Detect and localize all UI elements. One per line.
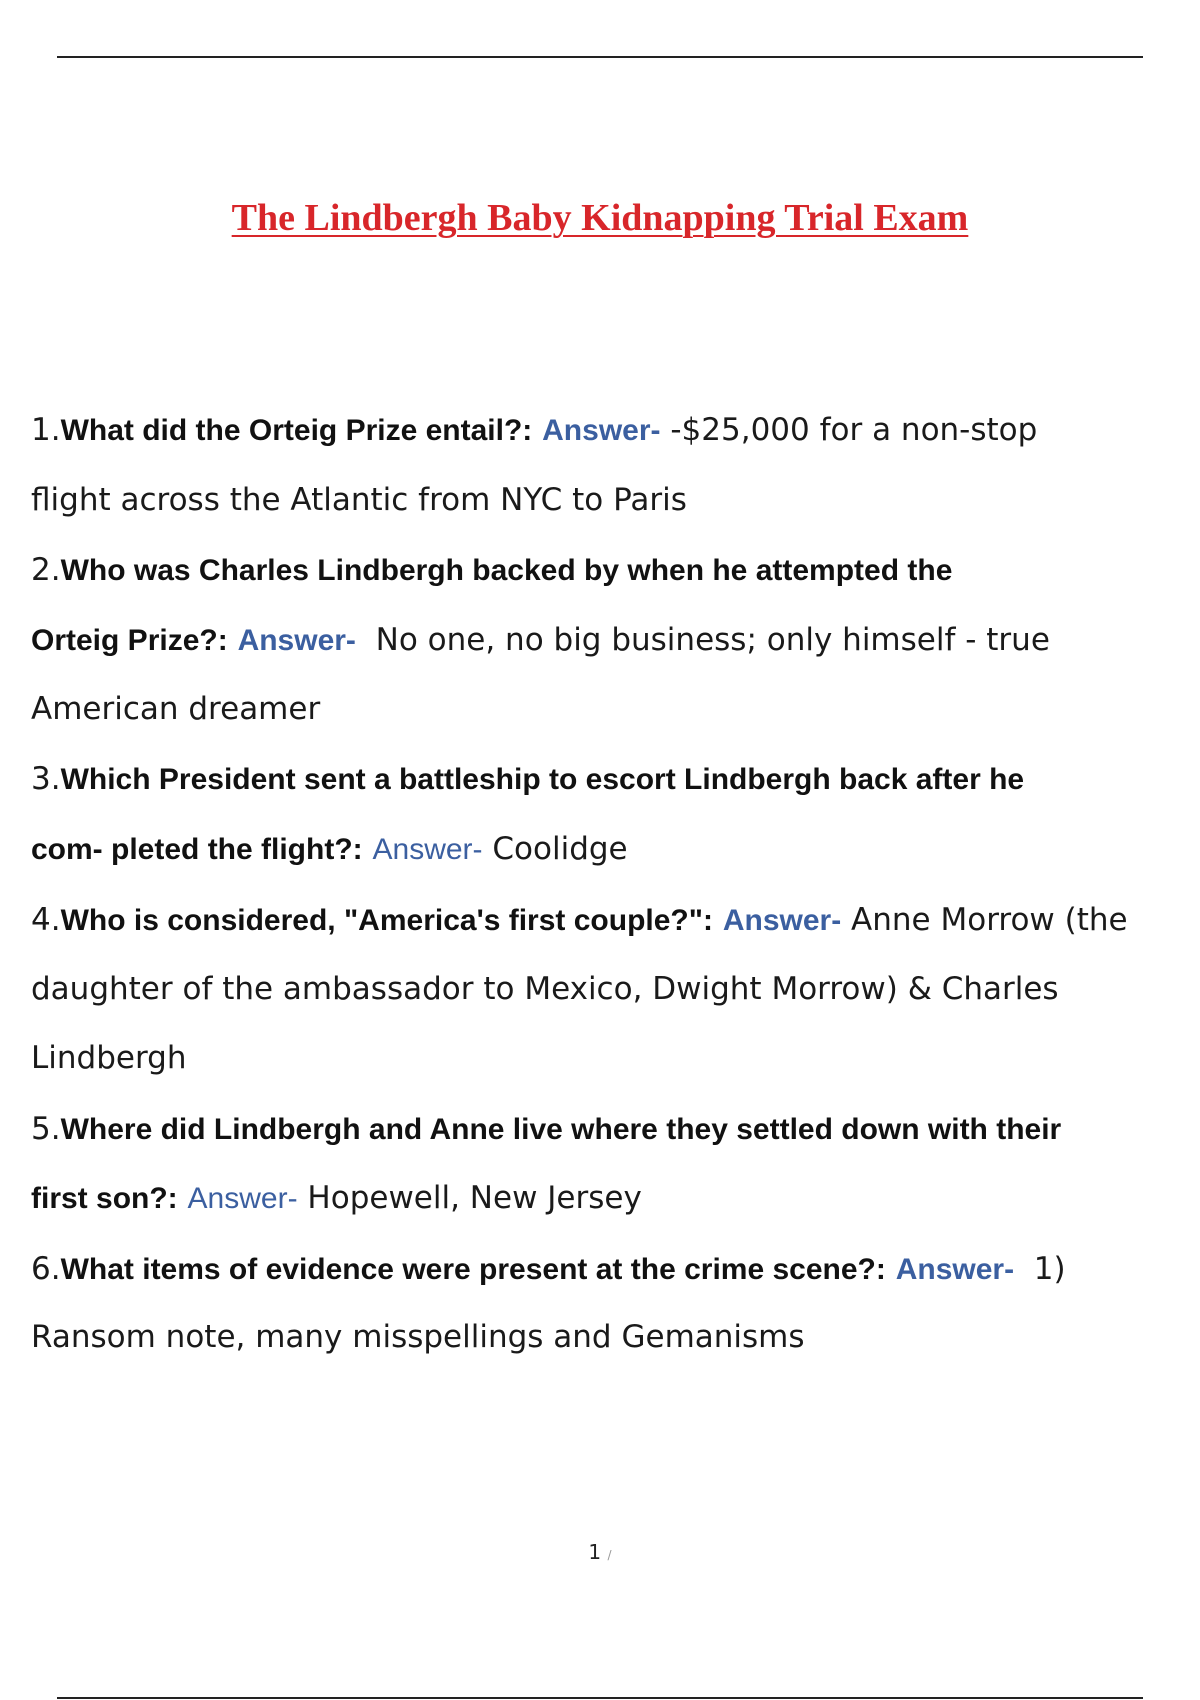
question-3-line-1 (31, 759, 1024, 799)
answer-text: Lindbergh (31, 1040, 187, 1076)
answer-label: Answer- (372, 833, 483, 866)
question-number: 4. (31, 902, 61, 938)
question-3-line-2 (31, 829, 628, 869)
answer-text: American dreamer (31, 691, 321, 727)
question-6-line-2 (31, 1317, 805, 1357)
question-number: 2. (31, 552, 61, 588)
answer-text: Hopewell, New Jersey (307, 1180, 642, 1216)
question-text: Orteig Prize?: (31, 624, 228, 657)
question-6-line-1 (31, 1249, 1066, 1289)
page-number-value: 1 (588, 1540, 602, 1564)
question-4-line-2 (31, 969, 1059, 1009)
question-text: What items of evidence were present at the crime scene?: (60, 1253, 886, 1286)
answer-text: flight across the Atlantic from NYC to Paris (31, 482, 687, 518)
question-number: 3. (31, 761, 61, 797)
question-4-line-3 (31, 1038, 186, 1078)
answer-text: -$25,000 for a non-stop (670, 412, 1038, 448)
question-text: Where did Lindbergh and Anne live where they settled down with their (60, 1113, 1062, 1146)
question-2-line-2 (31, 620, 1050, 660)
answer-label: Answer- (187, 1182, 298, 1215)
question-4-line-1 (31, 900, 1128, 940)
answer-label: Answer- (722, 904, 842, 937)
question-text: Who is considered, "America's first couple?": (60, 904, 713, 937)
page-number (0, 1540, 1200, 1564)
answer-text: daughter of the ambassador to Mexico, Dwight Morrow) & Charles (31, 971, 1059, 1007)
question-text: first son?: (31, 1182, 178, 1215)
question-2-line-1 (31, 550, 952, 590)
answer-label: Answer- (542, 414, 661, 447)
answer-label: Answer- (895, 1253, 1015, 1286)
question-text: What did the Orteig Prize entail?: (60, 414, 533, 447)
answer-label: Answer- (237, 624, 356, 657)
page-number-separator: / (607, 1548, 612, 1562)
question-2-line-3 (31, 689, 320, 729)
answer-text: No one, no big business; only himself - true (375, 622, 1050, 658)
question-1-line-1 (31, 410, 1037, 450)
question-number: 1. (31, 412, 61, 448)
question-text: com- pleted the flight?: (31, 833, 363, 866)
document-title: The Lindbergh Baby Kidnapping Trial Exam (231, 197, 969, 239)
question-number: 6. (31, 1251, 61, 1287)
question-1-line-2 (31, 480, 687, 520)
question-5-line-2 (31, 1178, 642, 1218)
question-number: 5. (31, 1111, 61, 1147)
bottom-rule (57, 1697, 1143, 1699)
answer-text: Coolidge (492, 831, 628, 867)
answer-text: Anne Morrow (the (851, 902, 1128, 938)
top-rule (57, 56, 1143, 58)
answer-text: 1) (1033, 1251, 1066, 1287)
question-5-line-1 (31, 1109, 1061, 1149)
question-text: Which President sent a battleship to escort Lindbergh back after he (60, 763, 1025, 796)
answer-text: Ransom note, many misspellings and Gemanisms (31, 1319, 805, 1355)
question-text: Who was Charles Lindbergh backed by when he attempted the (60, 554, 953, 587)
